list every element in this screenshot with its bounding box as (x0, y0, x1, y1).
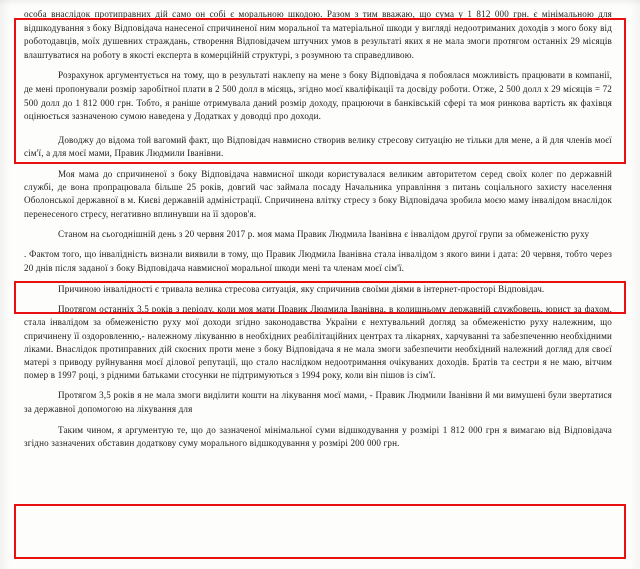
paragraph-1: особа внаслідок протиправних дій само он собі є моральною шкодою. Разом з тим вважаю, що сума у 1 812 000 грн. є мінімальною для відшкодування з боку Відповідача нанесеної спричиненої ним моральної та матеріальної шкоди у вигляді недоотриманих доходів з мого боку від роботодавців, моїх душевних страждань, створення Відповідачем штучних умов в результаті яких я не мала змоги протягом останніх 29 місяців влаштуватися на роботу в якості експерта в комерційній структурі, з розумною та справедливою. (24, 9, 612, 60)
paragraph-10: Таким чином, я аргументую те, що до зазначеної мінімальної суми відшкодування у розмірі 1 812 000 грн я вимагаю від Відповідача згідно зазначених обставин додаткову суму морального відшкодування у розмірі 200 000 грн. (24, 424, 612, 449)
paragraph-7: Причиною інвалідності є тривала велика стресова ситуація, яку спричинив своїми діями в інтернет-просторі Відповідач. (58, 283, 545, 294)
paragraph-2: Розрахунок аргументується на тому, що в результаті наклепу на мене з боку Відповідача я побоялася можливість працювати в компанії, де мені пропонували розмір заробітної плати в 2 500 долл в місяць, згідно моєї кваліфікації та досвіду роботи. Отже, 2 500 долл х 29 місяців = 72 500 долл до 1 812 000 грн. Тобто, я раніше отримувала даний розмір доходу, працюючи в банківській сфері та моя ринкова вартість як фахівця оцінюється зазначеною сумою наведена у Додатках у доводці про доходи. (24, 70, 612, 122)
paragraph-4: Моя мама до спричиненої з боку Відповідача навмисної шкоди користувалася великим авторитетом серед своїх колег по державній службі, де вона пропрацювала більше 25 років, довгий час займала посаду Начальника управління з питань соціального захисту населення Оболонської державної в м. Києві державній адміністрації. Спричинена влітку стресу з боку Відповідача зробила моєю маму інвалідом внаслідок перенесеного стресу, негативно вплинувши на її здоров'я. (24, 168, 612, 219)
scan-edge-right (630, 0, 640, 569)
scan-edge-top (0, 0, 640, 6)
scan-edge-left (0, 0, 10, 569)
paragraph-3: Доводжу до відома той вагомий факт, що Відповідач навмисно створив велику стресову ситуацію не тільки для мене, а й для членів моєї сім'ї, а для моєї мами, Правик Людмили Іванівни. (24, 134, 612, 159)
paragraph-8: Протягом останніх 3,5 років з періоду, коли моя мати Правик Людмила Іванівна, в колишньому державній службовець, юрист за фахом, стала інвалідом за обмеженістю руху мої доходи згідно законодавства України є нехтувальний догляд за обмеженістю руху належним, що спричинену її оздоровленню,- належному лікуванню в необхідних реабілітаційних центрах та лікарнях, харчуванні та забезпеченню необхідними ліками. Внаслідок протиправних дій скоєних проти мене з боку Відповідача я не мала змоги забезпечити необхідний належний догляд для своєї матері з приводу руйнування моєї ділової репутації, що стало наслідком недоотримання очікуваних доходів. Братів та сестри я не маю, вітчим помер в 1997 році, з рідними батьками стосунки не підтримуються з 1994 року, коли він пішов із сім'ї. (24, 304, 612, 381)
paragraph-6: . Фактом того, що інвалідність визнали виявили в тому, що Правик Людмила Іванівна стала інвалідом з якого вини і дата: 20 червня, тобто через 20 днів після заданої з боку Відповідача навмисної моральної шкоди мені та членам моєї сім'ї. (24, 249, 612, 273)
paragraph-5: Станом на сьогоднішній день з 20 червня 2017 р. моя мама Правик Людмила Іванівна є інвалідом другої групи за обмеженістю руху (58, 228, 590, 239)
document-text-body (24, 8, 612, 564)
paragraph-9: Протягом 3,5 років я не мала змоги виділити кошти на лікування моєї мами, - Правик Людмили Іванівни й ми вимушені були звертатися за державної допомогою на лікування для (24, 390, 612, 414)
